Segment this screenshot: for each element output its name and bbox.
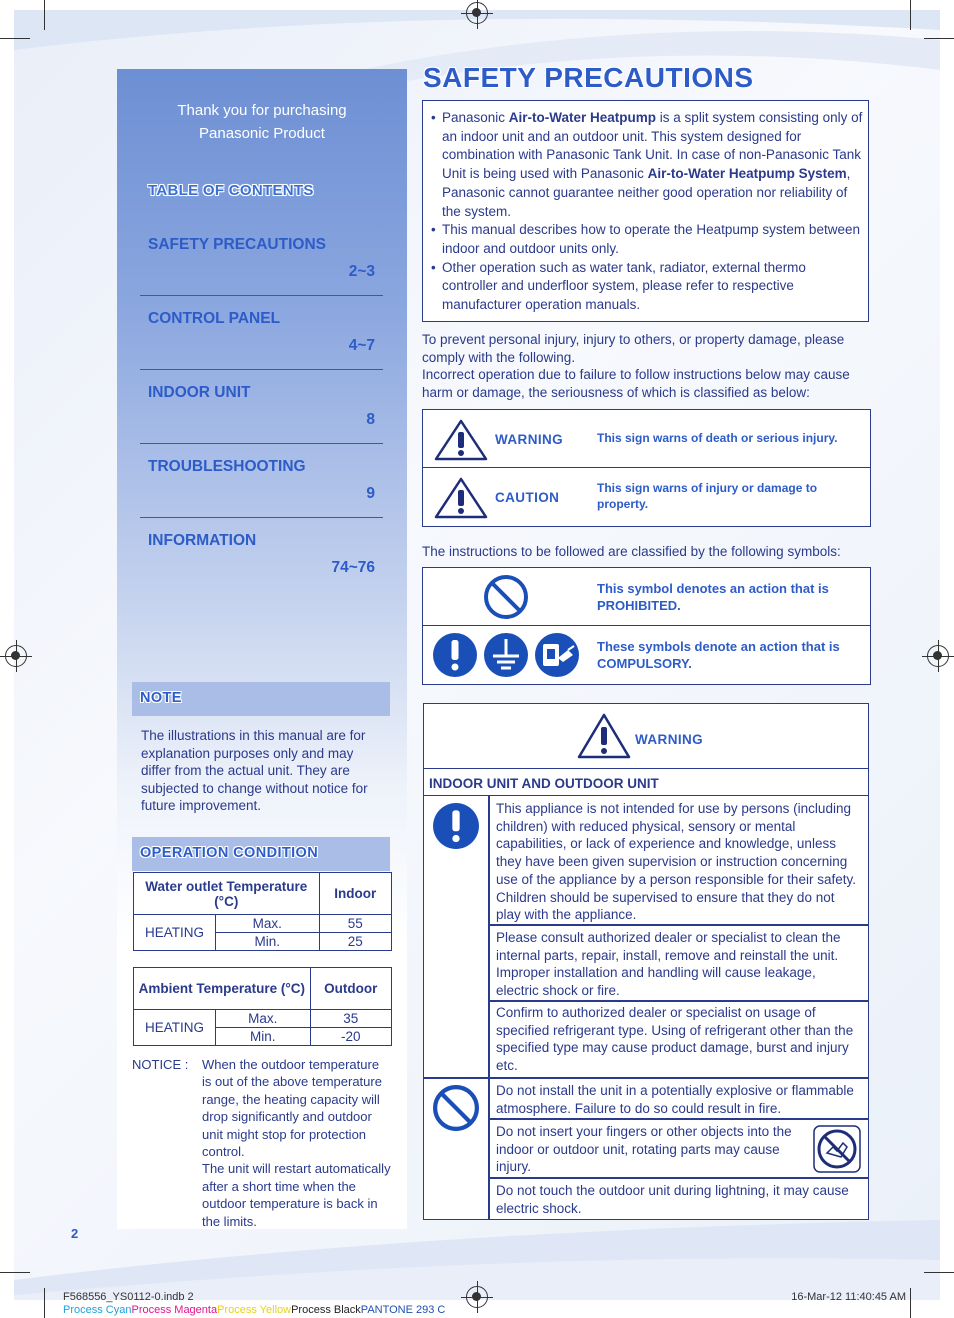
intro-bullet-3: • Other operation such as water tank, radiator, external thermo controller and underfloor system, please refer to respective manufacturer operation manuals.: [431, 259, 863, 315]
warning-item-4: Do not install the unit in a potentially explosive or flammable atmosphere. Failure to do so could result in fire.: [496, 1083, 854, 1116]
prohibited-row: [423, 568, 870, 626]
caution-label: CAUTION: [495, 490, 560, 505]
section-title-text: INDOOR UNIT AND OUTDOOR UNIT: [429, 776, 659, 791]
toc-item-label: TROUBLESHOOTING: [148, 458, 306, 475]
toc-item-safety-precautions[interactable]: [140, 222, 383, 296]
note-title-bar: [132, 682, 390, 716]
warning-item-6: Do not touch the outdoor unit during lightning, it may cause electric shock.: [496, 1183, 849, 1216]
toc-item-troubleshooting[interactable]: [140, 444, 383, 518]
pantone: PANTONE 293 C: [360, 1304, 446, 1316]
thanks-line-2: Panasonic Product: [199, 125, 325, 142]
crop-mark: [924, 38, 954, 39]
note-text: The illustrations in this manual are for explanation purposes only and may differ from the actual unit. They are subjected to change without notice for future improvement.: [141, 728, 368, 813]
registration-mark-icon: [927, 645, 949, 667]
intro-text: Panasonic: [442, 110, 509, 125]
warning-triangle-icon: [433, 418, 489, 462]
process-black: Process Black: [291, 1304, 361, 1316]
instruction-paragraph: [422, 331, 862, 402]
caution-triangle-icon: [433, 476, 489, 520]
sidebar: [117, 69, 407, 1229]
note-title: NOTE: [140, 690, 182, 706]
table-header: Ambient Temperature (°C): [134, 968, 311, 1010]
exclamation-circle-icon: [432, 802, 480, 850]
table-cell: Max.: [216, 915, 320, 933]
crop-mark: [910, 0, 911, 30]
process-colors: [63, 1304, 445, 1316]
warning-box: [423, 703, 869, 1220]
row-divider: [488, 1000, 868, 1002]
warning-item-3: Confirm to authorized dealer or specialist on usage of specified refrigerant type. Using of refrigerant other than the specified type may cause product damage, burst and injury etc.: [496, 1005, 854, 1074]
warning-row: [423, 410, 870, 468]
caution-row: [423, 468, 870, 526]
paragraph-line: To prevent personal injury, injury to others, or property damage, please comply with the following.: [422, 332, 845, 365]
warning-item-1: This appliance is not intended for use by persons (including children) with reduced physical, sensory or mental capabilities, or lack of experience and knowledge, unless they have been given supervision or instruction concerning use of the appliance by a person responsible for their safety. Children should be supervised to ensure that they do not play with the appliance.: [496, 801, 856, 923]
notice-text-1: When the outdoor temperature is out of the above temperature range, the heating capacity will drop significantly and outdoor unit might stop for protection control.: [202, 1057, 382, 1160]
row-divider: [488, 1177, 868, 1179]
row-divider: [488, 1118, 868, 1120]
compulsory-row: [423, 626, 870, 684]
unplug-power-icon: [534, 632, 580, 678]
table-cell: 35: [310, 1010, 391, 1028]
table-cell: -20: [310, 1028, 391, 1046]
caution-description: This sign warns of injury or damage to property.: [597, 481, 818, 511]
prohibited-icon: [483, 574, 529, 620]
toc-item-page: 4~7: [348, 337, 375, 354]
ground-earth-icon: [483, 632, 529, 678]
notice-text: [202, 1056, 392, 1230]
toc-item-label: INDOOR UNIT: [148, 384, 251, 401]
table-cell: 25: [319, 933, 391, 951]
prohibited-icon: [432, 1084, 480, 1132]
page-number: 2: [71, 1226, 79, 1241]
row-divider: [488, 924, 868, 926]
toc-item-control-panel[interactable]: [140, 296, 383, 370]
toc-item-page: 9: [366, 485, 375, 502]
footer-file-name: F568556_YS0112-0.indb 2: [63, 1291, 194, 1303]
page-title: SAFETY PRECAUTIONS: [423, 62, 754, 93]
warning-label: WARNING: [495, 432, 564, 447]
table-cell: 55: [319, 915, 391, 933]
section-title: [424, 769, 868, 796]
warning-box-label: WARNING: [635, 732, 704, 747]
intro-bold-text: Air-to-Water Heatpump: [508, 110, 657, 125]
table-header: Water outlet Temperature (°C): [134, 873, 320, 915]
registration-mark-icon: [466, 1286, 488, 1308]
table-cell-label: HEATING: [134, 915, 216, 951]
symbols-table: [422, 567, 871, 685]
compulsory-description: These symbols denote an action that is COMPULSORY.: [597, 639, 840, 671]
crop-mark: [44, 1288, 45, 1318]
row-divider: [424, 1077, 868, 1079]
intro-bullet-2: • This manual describes how to operate the Heatpump system between indoor and outdoor units only.: [431, 221, 863, 258]
notice-text-2: The unit will restart automatically after a short time when the outdoor temperature is back in the limits.: [202, 1161, 391, 1229]
crop-mark: [0, 1272, 30, 1273]
warning-triangle-icon: [576, 712, 632, 760]
column-divider: [488, 796, 490, 1219]
process-yellow: Process Yellow: [217, 1304, 292, 1316]
intro-bold-text: Air-to-Water Heatpump System: [647, 166, 847, 182]
crop-mark: [924, 1272, 954, 1273]
outdoor-condition-table: [133, 967, 392, 1046]
table-header: Outdoor: [310, 968, 391, 1010]
toc-item-page: 74~76: [331, 559, 375, 576]
indoor-condition-table: [133, 872, 392, 951]
intro-text: is a split system consisting only of an indoor unit and an outdoor unit. This system designed for combination with Panasonic Tank Unit. In case of non-Panasonic Tank Unit is being used with Panasonic: [442, 110, 863, 182]
toc-item-label: CONTROL PANEL: [148, 310, 281, 327]
thanks-line-1: Thank you for purchasing: [177, 102, 347, 119]
toc-item-page: 2~3: [348, 263, 375, 280]
warning-description: This sign warns of death or serious injury.: [597, 431, 838, 445]
registration-mark-icon: [5, 645, 27, 667]
toc-item-label: SAFETY PRECAUTIONS: [148, 236, 326, 253]
operation-condition-title-bar: [132, 837, 390, 871]
notice-label: NOTICE :: [132, 1057, 189, 1072]
paragraph-line: Incorrect operation due to failure to follow instructions below may cause harm or damage, the seriousness of which is classified as below:: [422, 367, 850, 401]
no-fingers-rotating-parts-icon: [813, 1123, 861, 1175]
registration-mark-icon: [466, 2, 488, 24]
intro-bullet-1: [431, 109, 863, 221]
toc-title: TABLE OF CONTENTS: [148, 182, 314, 199]
intro-box: [422, 100, 869, 322]
symbols-intro: The instructions to be followed are classified by the following symbols:: [422, 544, 841, 559]
process-cyan: Process Cyan: [63, 1304, 132, 1316]
table-cell: Max.: [216, 1010, 311, 1028]
operation-condition-title: OPERATION CONDITION: [140, 845, 319, 861]
intro-text: , Panasonic cannot guarantee neither good operation nor reliability of the system.: [442, 166, 851, 219]
table-cell-label: HEATING: [134, 1010, 216, 1046]
table-cell: Min.: [216, 933, 320, 951]
table-cell: Min.: [216, 1028, 311, 1046]
footer-timestamp: 16-Mar-12 11:40:45 AM: [791, 1291, 906, 1303]
process-magenta: Process Magenta: [131, 1304, 218, 1316]
exclamation-circle-icon: [432, 632, 478, 678]
severity-table: [422, 409, 871, 527]
toc-item-information[interactable]: [140, 518, 383, 592]
crop-mark: [44, 0, 45, 30]
thanks-message: [117, 99, 407, 145]
crop-mark: [910, 1288, 911, 1318]
table-header: Indoor: [319, 873, 391, 915]
toc-item-page: 8: [366, 411, 375, 428]
prohibited-description: This symbol denotes an action that is PROHIBITED.: [597, 581, 829, 613]
toc-item-indoor-unit[interactable]: [140, 370, 383, 444]
crop-mark: [0, 38, 30, 39]
toc-item-label: INFORMATION: [148, 532, 257, 549]
warning-box-header: [424, 704, 868, 769]
warning-item-5: Do not insert your fingers or other objects into the indoor or outdoor unit, rotating parts may cause injury.: [496, 1124, 792, 1175]
warning-item-2: Please consult authorized dealer or specialist to clean the internal parts, repair, install, remove and reinstall the unit. Improper installation and handling will cause leakage, electric shock or fire.: [496, 930, 841, 999]
